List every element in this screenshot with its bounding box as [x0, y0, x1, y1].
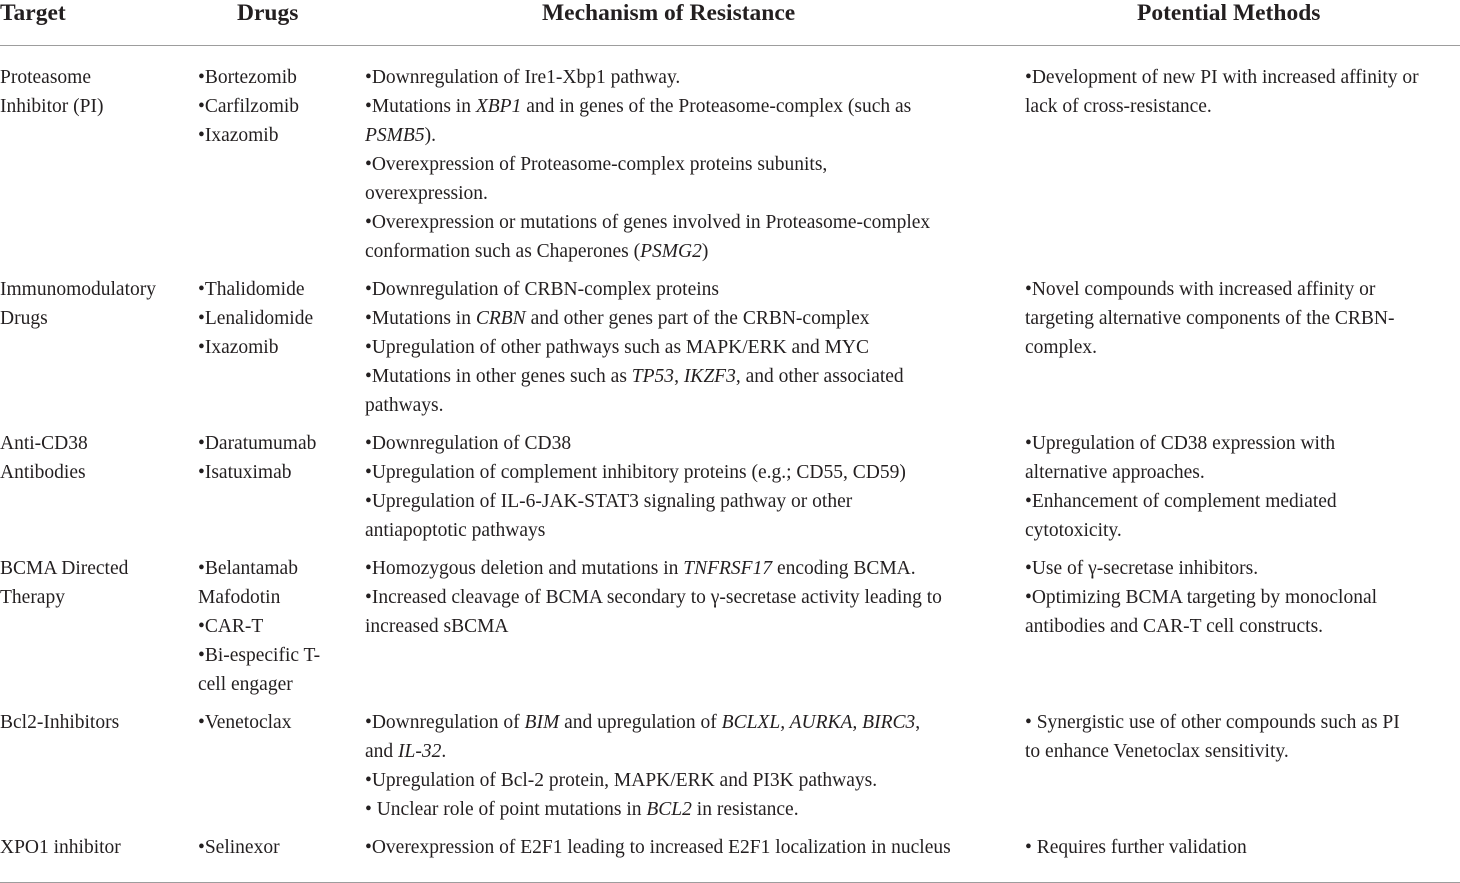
mechanism-line	[365, 304, 1010, 333]
target-line: XPO1 inhibitor	[0, 837, 121, 858]
cell-target	[0, 702, 197, 827]
text-fragment: conformation such as Chaperones (	[365, 241, 641, 262]
text-fragment: •Enhancement of complement mediated	[1025, 491, 1337, 512]
mechanism-line	[365, 429, 1010, 458]
text-fragment: •Upregulation of other pathways such as MAPK/ERK and MYC	[365, 337, 870, 358]
drug-line: •Venetoclax	[198, 712, 292, 733]
drug-line: •Selinexor	[198, 837, 280, 858]
cell-mechanism	[364, 46, 1024, 270]
method-line	[1025, 737, 1460, 766]
cell-methods	[1024, 46, 1460, 270]
target-line: Immunomodulatory	[0, 279, 156, 300]
text-fragment: targeting alternative components of the CRBN-	[1025, 308, 1395, 329]
header-mechanism: Mechanism of Resistance	[364, 0, 1024, 46]
cell-mechanism	[364, 702, 1024, 827]
mechanism-line	[365, 554, 1010, 583]
mechanism-line	[365, 333, 1010, 362]
mechanism-line	[365, 208, 1010, 237]
text-fragment: •Development of new PI with increased affinity or	[1025, 67, 1419, 88]
text-fragment: and upregulation of	[559, 712, 722, 733]
drug-line: •Belantamab	[198, 558, 298, 579]
drug-line: •Ixazomib	[198, 337, 279, 358]
mechanism-line	[365, 391, 1010, 420]
cell-target	[0, 46, 197, 270]
text-fragment: antiapoptotic pathways	[365, 520, 546, 541]
method-line	[1025, 708, 1460, 737]
text-fragment: and in genes of the Proteasome-complex (such as	[521, 96, 912, 117]
mechanism-line	[365, 583, 1010, 612]
method-line	[1025, 516, 1460, 545]
mechanism-line	[365, 63, 1010, 92]
table-header	[0, 0, 1460, 46]
text-fragment: •Overexpression of Proteasome-complex proteins subunits,	[365, 154, 828, 175]
mechanism-line	[365, 737, 1010, 766]
method-line	[1025, 333, 1460, 362]
drug-line: •Isatuximab	[198, 462, 292, 483]
table-row	[0, 423, 1460, 548]
mechanism-line	[365, 458, 1010, 487]
header-target: Target	[0, 0, 197, 46]
target-line: Antibodies	[0, 462, 86, 483]
table-body	[0, 46, 1460, 883]
method-line	[1025, 833, 1460, 862]
text-fragment: •Upregulation of IL-6-JAK-STAT3 signaling pathway or other	[365, 491, 853, 512]
target-line: Therapy	[0, 587, 65, 608]
cell-mechanism	[364, 269, 1024, 423]
drug-line: •Bortezomib	[198, 67, 297, 88]
mechanism-line	[365, 275, 1010, 304]
gene-name: BCLXL, AURKA, BIRC3	[721, 712, 916, 733]
text-fragment: •Downregulation of Ire1-Xbp1 pathway.	[365, 67, 681, 88]
table-row	[0, 702, 1460, 827]
text-fragment: •Upregulation of Bcl-2 protein, MAPK/ERK and PI3K pathways.	[365, 770, 878, 791]
drug-line: •Thalidomide	[198, 279, 305, 300]
gene-name: TNFRSF17	[683, 558, 773, 579]
text-fragment: •Homozygous deletion and mutations in	[365, 558, 684, 579]
method-line	[1025, 612, 1460, 641]
cell-target	[0, 269, 197, 423]
method-line	[1025, 429, 1460, 458]
text-fragment: antibodies and CAR-T cell constructs.	[1025, 616, 1324, 637]
cell-methods	[1024, 827, 1460, 883]
text-fragment: ,	[915, 712, 921, 733]
text-fragment: to enhance Venetoclax sensitivity.	[1025, 741, 1289, 762]
mechanism-line	[365, 612, 1010, 641]
table-row	[0, 46, 1460, 270]
text-fragment: • Unclear role of point mutations in	[365, 799, 647, 820]
target-line: Drugs	[0, 308, 48, 329]
mechanism-line	[365, 92, 1010, 121]
method-line	[1025, 304, 1460, 333]
text-fragment: increased sBCMA	[365, 616, 509, 637]
gene-name: BCL2	[646, 799, 692, 820]
gene-name: TP53	[631, 366, 675, 387]
text-fragment: •Mutations in	[365, 96, 476, 117]
mechanism-line	[365, 179, 1010, 208]
cell-methods	[1024, 702, 1460, 827]
cell-drugs	[197, 548, 364, 702]
text-fragment: •Optimizing BCMA targeting by monoclonal	[1025, 587, 1378, 608]
drug-line: •Daratumumab	[198, 433, 317, 454]
target-line: Bcl2-Inhibitors	[0, 712, 120, 733]
text-fragment: • Requires further validation	[1025, 837, 1247, 858]
table-row	[0, 548, 1460, 702]
cell-mechanism	[364, 548, 1024, 702]
mechanism-line	[365, 708, 1010, 737]
mechanism-line	[365, 833, 1010, 862]
mechanism-line	[365, 237, 1010, 266]
drug-line: Mafodotin	[198, 587, 281, 608]
text-fragment: and other genes part of the CRBN-complex	[525, 308, 870, 329]
method-line	[1025, 458, 1460, 487]
cell-drugs	[197, 46, 364, 270]
target-line: Inhibitor (PI)	[0, 96, 104, 117]
text-fragment: •Increased cleavage of BCMA secondary to γ-secretase activity leading to	[365, 587, 942, 608]
mechanism-line	[365, 121, 1010, 150]
method-line	[1025, 63, 1460, 92]
gene-name: BIM	[524, 712, 560, 733]
text-fragment: •Novel compounds with increased affinity or	[1025, 279, 1376, 300]
mechanism-line	[365, 150, 1010, 179]
text-fragment: •Downregulation of CD38	[365, 433, 572, 454]
text-fragment: complex.	[1025, 337, 1098, 358]
drug-line: cell engager	[198, 674, 293, 695]
mechanism-line	[365, 362, 1010, 391]
text-fragment: •Overexpression or mutations of genes involved in Proteasome-complex	[365, 212, 931, 233]
text-fragment: in resistance.	[691, 799, 799, 820]
header-drugs: Drugs	[197, 0, 364, 46]
header-row	[0, 0, 1460, 46]
text-fragment: •Mutations in	[365, 308, 476, 329]
cell-drugs	[197, 827, 364, 883]
drug-line: •Lenalidomide	[198, 308, 314, 329]
gene-name: PSMB5	[365, 125, 425, 146]
method-line	[1025, 583, 1460, 612]
drug-line: •CAR-T	[198, 616, 264, 637]
cell-drugs	[197, 269, 364, 423]
text-fragment: lack of cross-resistance.	[1025, 96, 1212, 117]
cell-methods	[1024, 423, 1460, 548]
mechanism-line	[365, 795, 1010, 824]
cell-methods	[1024, 269, 1460, 423]
text-fragment: ,	[674, 366, 684, 387]
mechanism-line	[365, 487, 1010, 516]
cell-methods	[1024, 548, 1460, 702]
drug-line: •Bi-especific T-	[198, 645, 321, 666]
cell-drugs	[197, 423, 364, 548]
text-fragment: encoding BCMA.	[772, 558, 916, 579]
text-fragment: , and other associated	[735, 366, 904, 387]
method-line	[1025, 275, 1460, 304]
cell-target	[0, 548, 197, 702]
text-fragment: •Downregulation of	[365, 712, 525, 733]
text-fragment: and	[365, 741, 399, 762]
cell-drugs	[197, 702, 364, 827]
text-fragment: cytotoxicity.	[1025, 520, 1122, 541]
gene-name: IKZF3	[683, 366, 736, 387]
gene-name: XBP1	[475, 96, 522, 117]
cell-mechanism	[364, 423, 1024, 548]
text-fragment: •Overexpression of E2F1 leading to increased E2F1 localization in nucleus	[365, 837, 951, 858]
text-fragment: pathways.	[365, 395, 444, 416]
header-methods: Potential Methods	[1024, 0, 1460, 46]
target-line: Anti-CD38	[0, 433, 88, 454]
text-fragment: overexpression.	[365, 183, 488, 204]
text-fragment: •Use of γ-secretase inhibitors.	[1025, 558, 1259, 579]
drug-line: •Ixazomib	[198, 125, 279, 146]
cell-target	[0, 423, 197, 548]
gene-name: CRBN	[475, 308, 526, 329]
text-fragment: .	[441, 741, 447, 762]
cell-target	[0, 827, 197, 883]
text-fragment: •Upregulation of complement inhibitory proteins (e.g.; CD55, CD59)	[365, 462, 906, 483]
target-line: BCMA Directed	[0, 558, 129, 579]
table-row	[0, 269, 1460, 423]
drug-line: •Carfilzomib	[198, 96, 300, 117]
gene-name: PSMG2	[640, 241, 702, 262]
gene-name: IL-32	[398, 741, 442, 762]
method-line	[1025, 554, 1460, 583]
text-fragment: •Mutations in other genes such as	[365, 366, 632, 387]
table-row	[0, 827, 1460, 883]
text-fragment: )	[701, 241, 709, 262]
text-fragment: •Upregulation of CD38 expression with	[1025, 433, 1336, 454]
text-fragment: alternative approaches.	[1025, 462, 1205, 483]
method-line	[1025, 487, 1460, 516]
mechanism-line	[365, 516, 1010, 545]
mechanism-line	[365, 766, 1010, 795]
method-line	[1025, 92, 1460, 121]
target-line: Proteasome	[0, 67, 91, 88]
text-fragment: •Downregulation of CRBN-complex proteins	[365, 279, 719, 300]
cell-mechanism	[364, 827, 1024, 883]
text-fragment: • Synergistic use of other compounds such as PI	[1025, 712, 1400, 733]
text-fragment: ).	[424, 125, 436, 146]
